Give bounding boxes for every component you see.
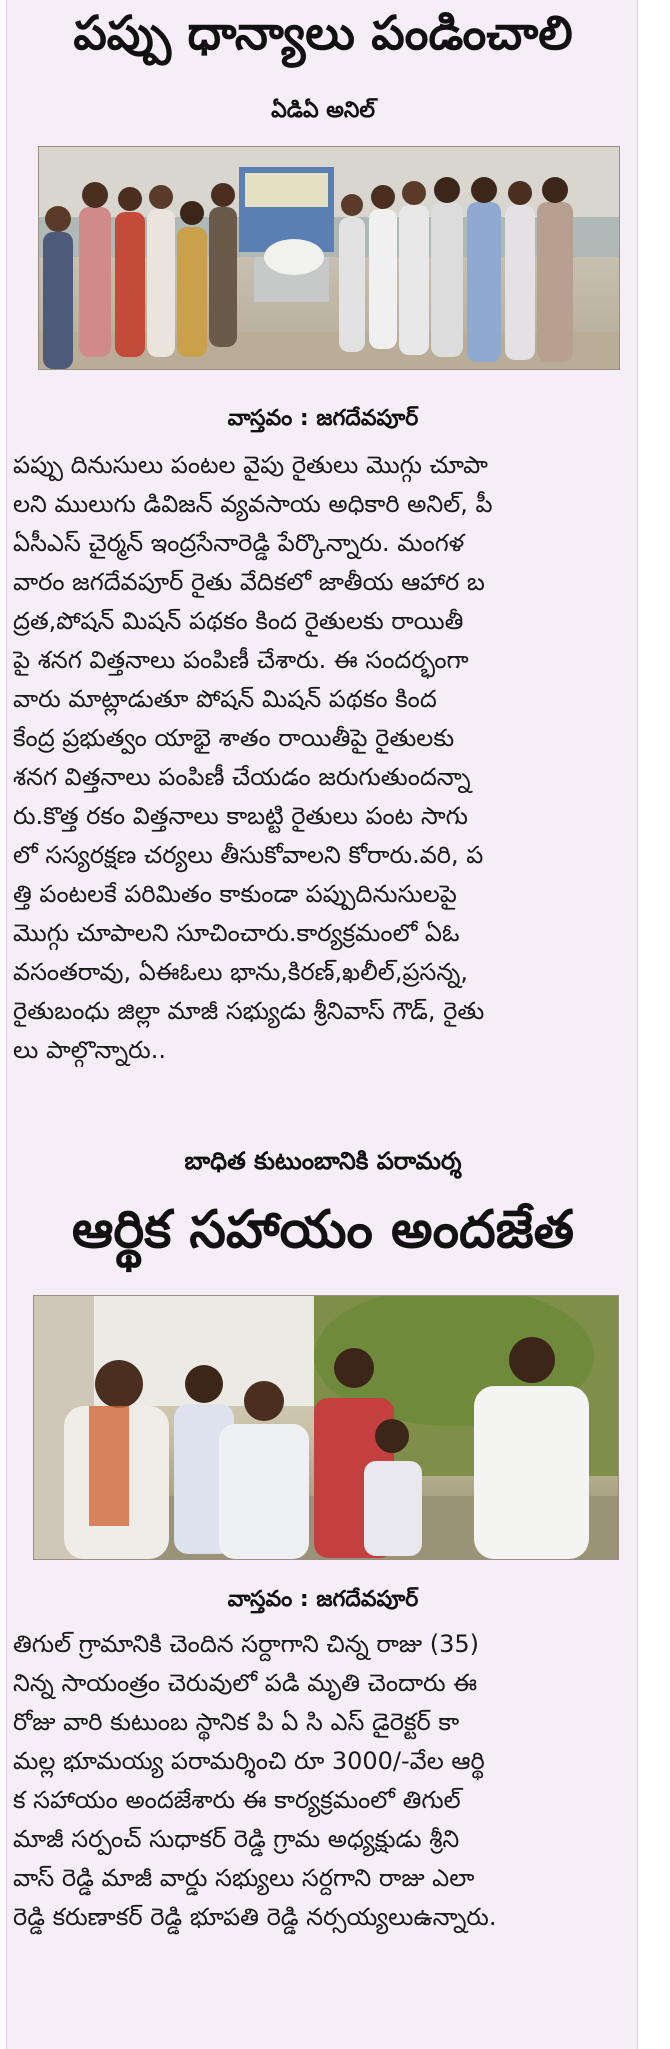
- article1-line: శనగ విత్తనాలు పంపిణీ చేయడం జరుగుతుందన్నా: [13, 763, 471, 791]
- article2-line: క సహాయం అందజేశారు ఈ కార్యక్రమంలో తిగుల్: [13, 1786, 461, 1814]
- article1-line: లో సస్యరక్షణ చర్యలు తీసుకోవాలని కోరారు.వరి, ప: [13, 841, 484, 869]
- article1-line: త్తి పంటలకే పరిమితం కాకుండా పప్పుదినుసులపై: [13, 880, 457, 908]
- article1-line: రైతుబంధు జిల్లా మాజీ సభ్యుడు శ్రీనివాస్ గౌడ్, రైతు: [13, 997, 485, 1025]
- article1-line: ద్రత,పోషన్ మిషన్ పథకం కింద రైతులకు రాయితీ: [13, 607, 464, 635]
- article1-byline: ఏడిఏ అనిల్: [271, 98, 375, 123]
- article2-dateline: వాస్తవం : జగదేవపూర్: [227, 1587, 419, 1612]
- article1-body: [13, 446, 635, 1070]
- article2-line: రెడ్డి కరుణాకర్ రెడ్డి భూపతి రెడ్డి నర్సయ్యలుఉన్నారు.: [13, 1903, 497, 1931]
- article2-line: నిన్న సాయంత్రం చెరువులో పడి మృతి చెందారు ఈ: [13, 1669, 478, 1697]
- group-photo-villagers-icon: [34, 1296, 618, 1559]
- article1-line: మొగ్గు చూపాలని సూచించారు.కార్యక్రమంలో ఏఓ: [13, 919, 460, 947]
- article1-headline: పప్పు ధాన్యాలు పండించాలి: [73, 6, 573, 61]
- article1-line: లు పాల్గొన్నారు..: [13, 1036, 166, 1064]
- article2-body: [13, 1625, 635, 1937]
- article2-headline: ఆర్థిక సహాయం అందజేత: [71, 1200, 575, 1260]
- article1-dateline: వాస్తవం : జగదేవపూర్: [227, 406, 419, 431]
- article1-photo: [38, 146, 620, 370]
- group-photo-farmers-icon: [39, 147, 619, 369]
- article1-line: రు.కొత్త రకం విత్తనాలు కాబట్టి రైతులు పంట సాగు: [13, 802, 468, 830]
- article1-line: వసంతరావు, ఏఈఓలు భాను,కిరణ్,ఖలీల్,ప్రసన్న,: [13, 958, 468, 986]
- article1-line: వారం జగదేవపూర్ రైతు వేదికలో జాతీయ ఆహార బ: [13, 568, 485, 596]
- article2-line: మాజీ సర్పంచ్ సుధాకర్ రెడ్డి గ్రామ అధ్యక్షుడు శ్రీని: [13, 1825, 460, 1853]
- article2-line: వాస్ రెడ్డి మాజీ వార్డు సభ్యులు సర్దగాని రాజు ఎలా: [13, 1864, 475, 1892]
- article1-line: పప్పు దినుసులు పంటల వైపు రైతులు మొగ్గు చూపా: [13, 451, 488, 479]
- article2-line: తిగుల్ గ్రామానికి చెందిన సర్దాగాని చిన్న రాజు (35): [13, 1630, 480, 1658]
- article1-line: వారు మాట్లాడుతూ పోషన్ మిషన్ పథకం కింద: [13, 685, 437, 713]
- article1-line: పై శనగ విత్తనాలు పంపిణీ చేశారు. ఈ సందర్భంగా: [13, 646, 469, 674]
- article2-kicker: బాధిత కుటుంబానికి పరామర్శ: [184, 1147, 462, 1175]
- article2-line: మల్ల భూమయ్య పరామర్శించి రూ 3000/-వేల ఆర్థి: [13, 1747, 485, 1775]
- article1-line: ఏసీఎస్ చైర్మన్ ఇంద్రసేనారెడ్డి పేర్కొన్నారు. మంగళ: [13, 529, 465, 557]
- article1-line: కేంద్ర ప్రభుత్వం యాభై శాతం రాయితీపై రైతులకు: [13, 724, 455, 752]
- article2-photo: [33, 1295, 619, 1560]
- article2-line: రోజు వారి కుటుంబ స్థానిక పి ఏ సి ఎస్ డైరెక్టర్ కా: [13, 1708, 460, 1736]
- article1-line: లని ములుగు డివిజన్ వ్యవసాయ అధికారి అనిల్, పీ: [13, 490, 493, 518]
- newspaper-column: [6, 0, 638, 2049]
